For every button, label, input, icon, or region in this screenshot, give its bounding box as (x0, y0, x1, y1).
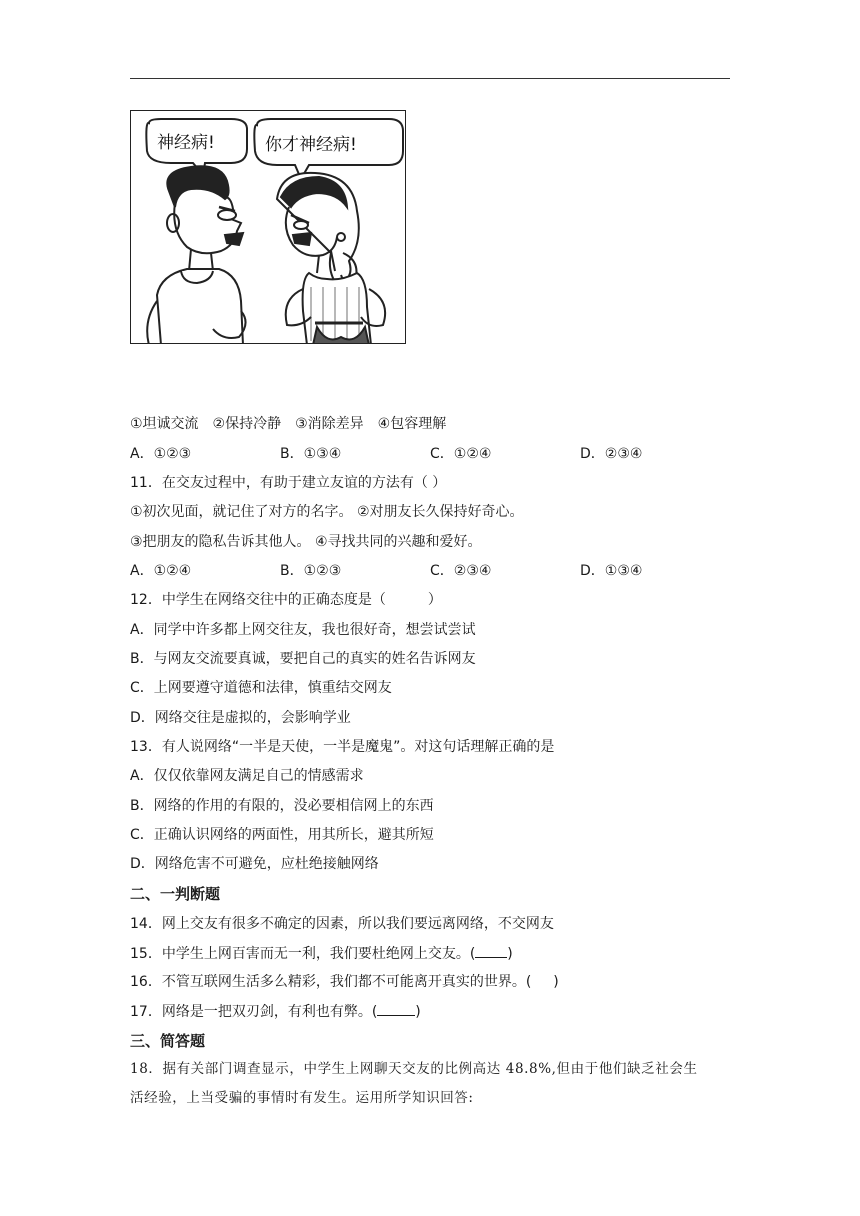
man-figure (147, 166, 245, 344)
q10-items: ①坦诚交流 ②保持冷静 ③消除差异 ④包容理解 (130, 416, 447, 432)
q13-stem: 13．有人说网络“一半是天使，一半是魔鬼”。对这句话理解正确的是 (130, 739, 555, 755)
q11-option-c[interactable]: C．②③④ (430, 563, 492, 579)
q10-option-b[interactable]: B．①③④ (280, 446, 342, 462)
q11-option-a[interactable]: A．①②④ (130, 563, 192, 579)
q13-option-d[interactable]: D．网络危害不可避免，应杜绝接触网络 (130, 856, 379, 872)
section-3-heading: 三、简答题 (130, 1032, 206, 1050)
q13-option-a[interactable]: A．仅仅依靠网友满足自己的情感需求 (130, 768, 364, 784)
q12-option-d[interactable]: D．网络交往是虚拟的，会影响学业 (130, 710, 351, 726)
q15-statement (130, 943, 513, 964)
q16-statement (130, 972, 559, 992)
q11-option-b[interactable]: B．①②③ (280, 563, 342, 579)
q17-text: 17．网络是一把双刃剑，有利也有弊。( (130, 1004, 378, 1020)
q12-option-b[interactable]: B．与网友交流要真诚，要把自己的真实的姓名告诉网友 (130, 651, 476, 667)
q10-option-a[interactable]: A．①②③ (130, 446, 192, 462)
q12-option-a[interactable]: A．同学中许多都上网交往友，我也很好奇，想尝试尝试 (130, 622, 476, 638)
q10-option-d[interactable]: D．②③④ (580, 446, 643, 462)
right-bubble-text: 你才神经病! (265, 135, 357, 155)
q11-items-2: ③把朋友的隐私告诉其他人。 ④寻找共同的兴趣和爱好。 (130, 534, 482, 550)
q15-close: ) (507, 946, 513, 962)
q10-options (130, 444, 730, 464)
q18-paragraph (130, 1055, 730, 1113)
section-2-heading: 二、一判断题 (130, 885, 221, 903)
q12-stem: 12．中学生在网络交往中的正确态度是（ ） (130, 592, 442, 608)
q18-line-2: 活经验，上当受骗的事情时有发生。运用所学知识回答: (130, 1090, 474, 1106)
q11-options (130, 561, 730, 581)
q16-close: ) (553, 974, 559, 990)
q16-text: 16．不管互联网生活多么精彩，我们都不可能离开真实的世界。( (130, 974, 532, 990)
woman-figure (277, 173, 385, 344)
q11-stem: 11．在交友过程中，有助于建立友谊的方法有（ ） (130, 475, 447, 491)
q11-option-d[interactable]: D．①③④ (580, 563, 643, 579)
q13-option-c[interactable]: C．正确认识网络的两面性，用其所长，避其所短 (130, 827, 434, 843)
q17-answer-blank[interactable] (377, 1001, 415, 1016)
q17-close: ) (415, 1004, 421, 1020)
q12-option-c[interactable]: C．上网要遵守道德和法律，慎重结交网友 (130, 680, 392, 696)
q15-answer-blank[interactable] (475, 943, 507, 958)
q10-option-c[interactable]: C．①②④ (430, 446, 492, 462)
header-rule (130, 78, 730, 79)
left-bubble-text: 神经病! (157, 133, 215, 153)
q16-answer-blank[interactable] (531, 972, 553, 986)
q14-statement: 14．网上交友有很多不确定的因素，所以我们要远离网络，不交网友 (130, 916, 554, 932)
cartoon-illustration (130, 110, 406, 344)
q17-statement (130, 1001, 421, 1022)
q11-items-1: ①初次见面，就记住了对方的名字。 ②对朋友长久保持好奇心。 (130, 504, 524, 520)
q15-text: 15．中学生上网百害而无一利，我们要杜绝网上交友。( (130, 946, 476, 962)
q18-line-1: 18．据有关部门调查显示，中学生上网聊天交友的比例高达 48.8%,但由于他们缺乏社会生 (130, 1061, 698, 1077)
q13-option-b[interactable]: B．网络的作用的有限的，没必要相信网上的东西 (130, 798, 434, 814)
